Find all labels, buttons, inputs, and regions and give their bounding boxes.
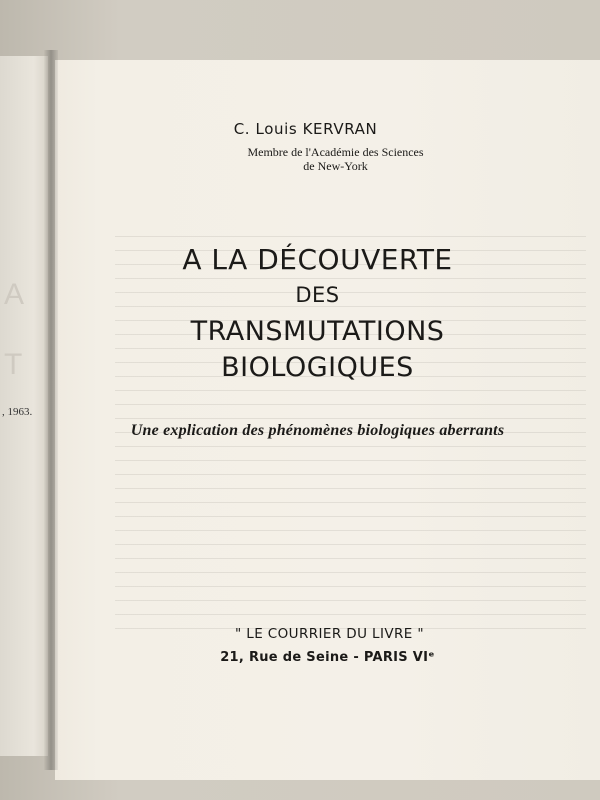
book-title xyxy=(45,243,590,386)
title-line: TRANSMUTATIONS xyxy=(190,316,445,347)
title-page xyxy=(55,60,600,780)
author-membership xyxy=(63,145,600,173)
left-page xyxy=(0,56,48,756)
title-line: BIOLOGIQUES xyxy=(221,352,414,383)
book-gutter xyxy=(44,50,58,770)
title-line: DES xyxy=(295,283,340,307)
publisher-name: " LE COURRIER DU LIVRE " xyxy=(234,626,425,642)
show-through-letter: A xyxy=(4,278,26,311)
membership-line: Membre de l'Académie des Sciences xyxy=(247,145,424,159)
left-page-year-fragment: , 1963. xyxy=(2,406,33,418)
book-subtitle: Une explication des phénomènes biologiques aberrants xyxy=(130,422,505,439)
publisher-address: 21, Rue de Seine - PARIS VIᵉ xyxy=(220,650,435,665)
title-line: A LA DÉCOUVERTE xyxy=(182,243,453,276)
author-name: C. Louis KERVRAN xyxy=(233,120,378,138)
show-through-letter: T xyxy=(4,348,24,381)
membership-line: de New-York xyxy=(303,159,368,173)
